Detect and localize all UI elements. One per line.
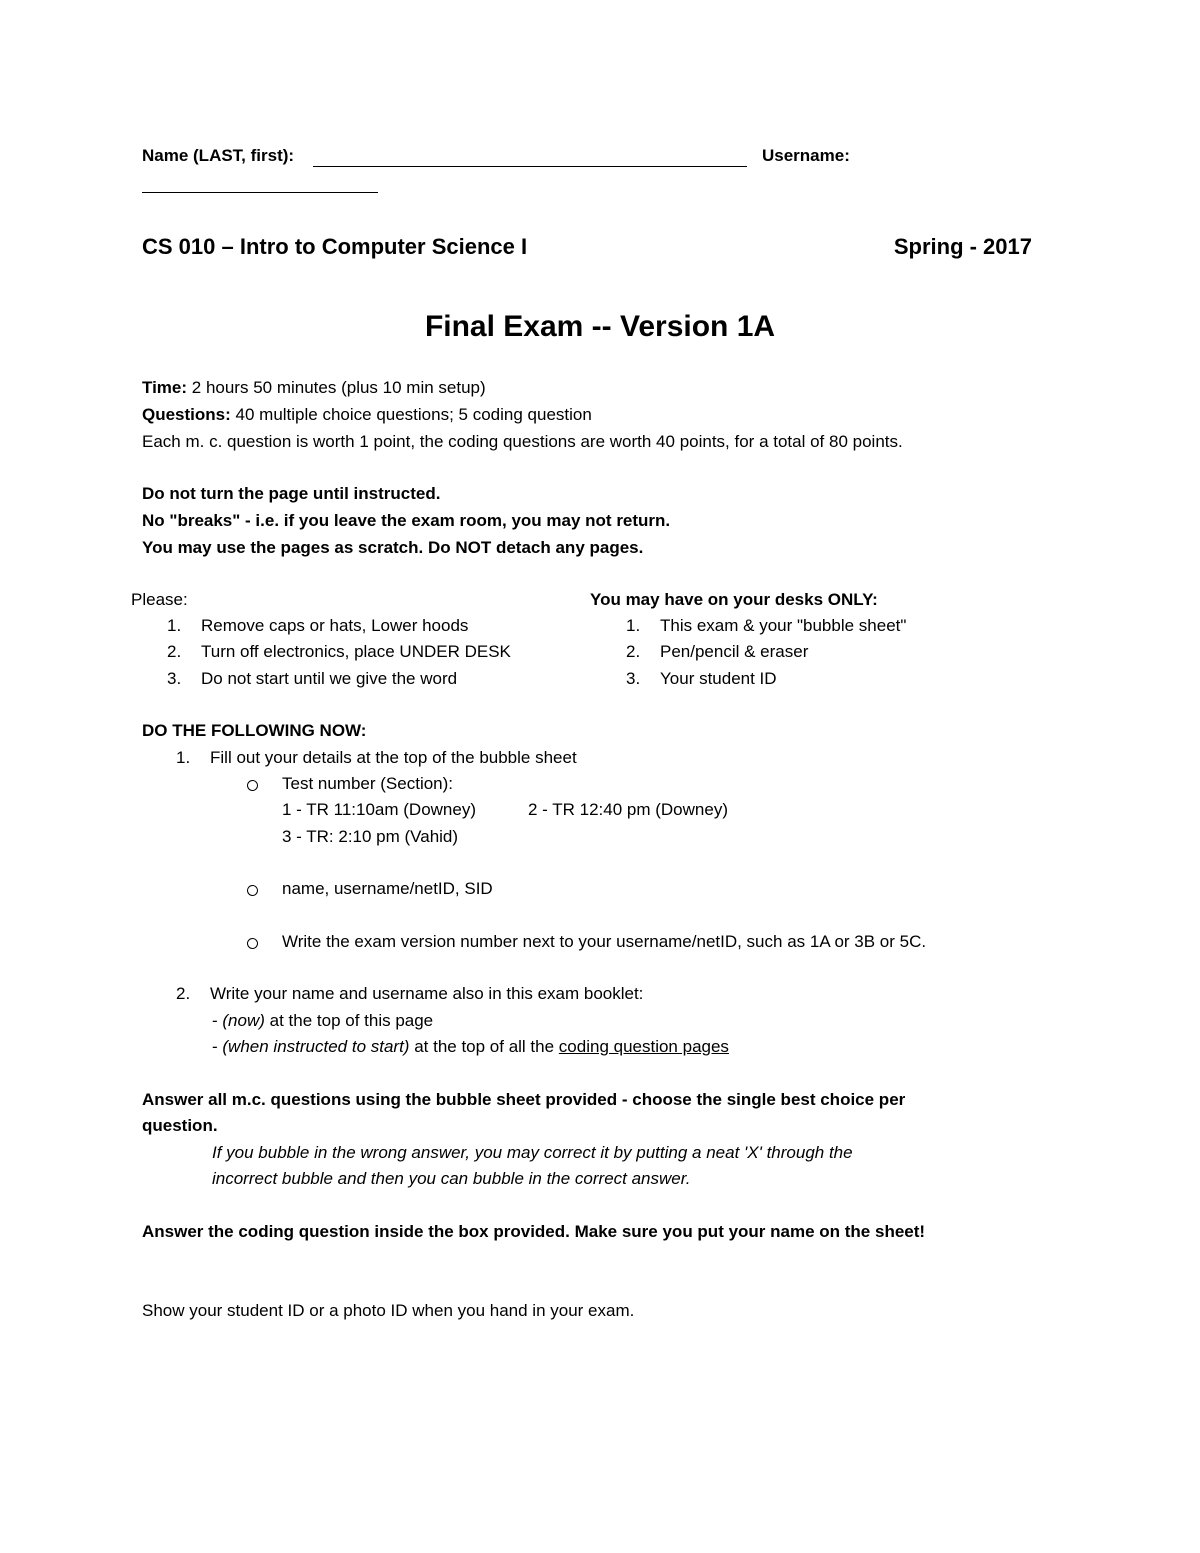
answer-mc-line-1: Answer all m.c. questions using the bubble sheet provided - choose the single best choice per	[142, 1090, 906, 1109]
desks-item	[626, 616, 906, 636]
step-1-number: 1.	[176, 748, 191, 767]
answer-coding: Answer the coding question inside the box provided. Make sure you put your name on the sheet!	[142, 1222, 926, 1241]
username-field[interactable]	[142, 176, 378, 193]
please-item	[167, 616, 468, 636]
section-2: 2 - TR 12:40 pm (Downey)	[528, 800, 728, 819]
username-label: Username:	[762, 146, 850, 165]
questions-label: Questions:	[142, 405, 231, 424]
please-item	[167, 669, 457, 689]
please-item-text: Remove caps or hats, Lower hoods	[201, 616, 469, 635]
do-now-heading: DO THE FOLLOWING NOW:	[142, 721, 367, 740]
exam-title: Final Exam -- Version 1A	[424, 310, 776, 343]
desks-item-number: 1.	[626, 616, 641, 635]
bullet-version: Write the exam version number next to your username/netID, such as 1A or 3B or 5C.	[282, 932, 927, 951]
answer-mc-italic-2: incorrect bubble and then you can bubble in the correct answer.	[212, 1169, 691, 1188]
please-heading: Please:	[131, 590, 188, 609]
step-1-text: Fill out your details at the top of the bubble sheet	[210, 748, 577, 767]
coding-question-pages-underline: coding question pages	[558, 1037, 729, 1056]
points-line: Each m. c. question is worth 1 point, the coding questions are worth 40 points, for a total of 80 points.	[142, 432, 903, 451]
desks-heading: You may have on your desks ONLY:	[590, 590, 878, 609]
course-title: CS 010 – Intro to Computer Science I	[142, 234, 528, 259]
desks-item-number: 2.	[626, 642, 641, 661]
rule-no-breaks: No "breaks" - i.e. if you leave the exam room, you may not return.	[142, 511, 671, 530]
bullet-circle-icon	[247, 780, 258, 791]
desks-item-text: This exam & your "bubble sheet"	[660, 616, 907, 635]
please-item-number: 2.	[167, 642, 182, 661]
course-term: Spring - 2017	[893, 234, 1032, 259]
please-item-number: 3.	[167, 669, 182, 688]
rule-no-turn: Do not turn the page until instructed.	[142, 484, 441, 503]
answer-mc-italic-1: If you bubble in the wrong answer, you may correct it by putting a neat 'X' through the	[212, 1143, 853, 1162]
please-item-text: Do not start until we give the word	[201, 669, 458, 688]
please-item-number: 1.	[167, 616, 182, 635]
bullet-circle-icon	[247, 885, 258, 896]
section-1: 1 - TR 11:10am (Downey)	[282, 800, 476, 819]
section-3: 3 - TR: 2:10 pm (Vahid)	[282, 827, 459, 846]
desks-item	[626, 669, 777, 689]
test-number-label: Test number (Section):	[282, 774, 454, 793]
questions-line	[142, 405, 592, 425]
step-1	[176, 748, 577, 768]
time-line	[142, 378, 486, 398]
questions-value: 40 multiple choice questions; 5 coding question	[230, 405, 592, 424]
step-2-now: - (now) at the top of this page	[212, 1011, 434, 1030]
step-2-number: 2.	[176, 984, 191, 1003]
bullet-name: name, username/netID, SID	[282, 879, 493, 898]
desks-item-text: Your student ID	[660, 669, 777, 688]
name-label: Name (LAST, first):	[142, 146, 295, 165]
please-item	[167, 642, 511, 662]
desks-item-number: 3.	[626, 669, 641, 688]
name-field[interactable]	[313, 150, 747, 167]
please-item-text: Turn off electronics, place UNDER DESK	[201, 642, 511, 661]
answer-mc-line-2: question.	[142, 1116, 218, 1135]
rule-scratch: You may use the pages as scratch. Do NOT detach any pages.	[142, 538, 644, 557]
time-value: 2 hours 50 minutes (plus 10 min setup)	[187, 378, 486, 397]
step-2-text: Write your name and username also in this exam booklet:	[210, 984, 644, 1003]
desks-item	[626, 642, 808, 662]
step-2-start: - (when instructed to start) at the top of all the coding question pages	[212, 1037, 729, 1056]
bullet-circle-icon	[247, 938, 258, 949]
desks-item-text: Pen/pencil & eraser	[660, 642, 809, 661]
time-label: Time:	[142, 378, 188, 397]
step-2	[176, 984, 643, 1004]
show-id: Show your student ID or a photo ID when you hand in your exam.	[142, 1301, 635, 1320]
